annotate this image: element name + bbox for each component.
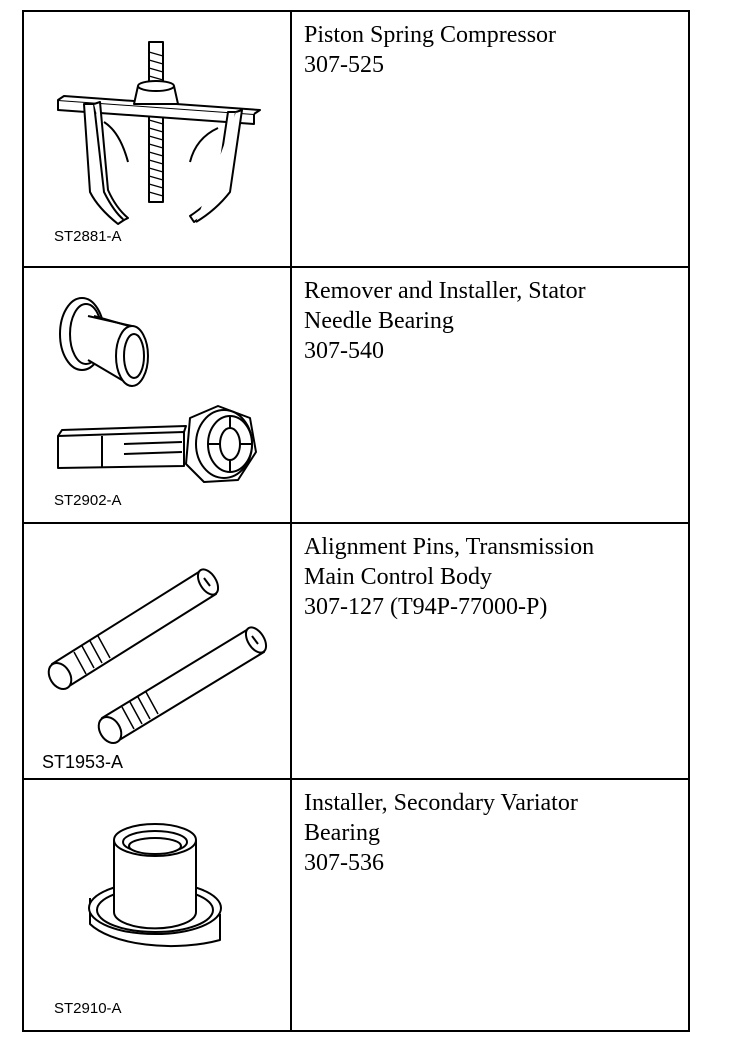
figure-code: ST2910-A [54,1000,122,1017]
tool-name: Piston Spring Compressor [304,22,557,48]
tool-illustration [24,780,290,1032]
bearing-tool-icon [24,268,290,522]
tool-row-stator-bearing-tool [24,268,688,522]
tool-description [304,276,684,366]
tool-illustration [24,12,290,266]
tool-description [304,532,684,622]
tool-row-alignment-pins [24,524,688,778]
tool-name-line-2: Bearing [304,820,380,846]
part-number: 307-536 [304,850,384,876]
installer-icon [24,780,290,1032]
tool-description [304,788,684,878]
tool-name-line-1: Installer, Secondary Variator [304,790,578,816]
tool-description [304,20,684,80]
tool-illustration [24,268,290,522]
tool-row-piston-spring-compressor [24,12,688,266]
part-number: 307-540 [304,338,384,364]
special-tools-table [22,10,690,1032]
figure-code: ST1953-A [42,752,124,772]
figure-code: ST2881-A [54,228,122,245]
part-number: 307-525 [304,52,384,78]
alignment-pins-icon [24,524,290,778]
tool-row-variator-bearing-installer [24,780,688,1032]
figure-code: ST2902-A [54,492,122,509]
tool-illustration [24,524,290,778]
tool-name-line-2: Main Control Body [304,564,493,590]
tool-name-line-1: Alignment Pins, Transmission [304,534,595,560]
part-number: 307-127 (T94P-77000-P) [304,594,548,620]
tool-name-line-1: Remover and Installer, Stator [304,278,586,304]
tool-name-line-2: Needle Bearing [304,308,454,334]
